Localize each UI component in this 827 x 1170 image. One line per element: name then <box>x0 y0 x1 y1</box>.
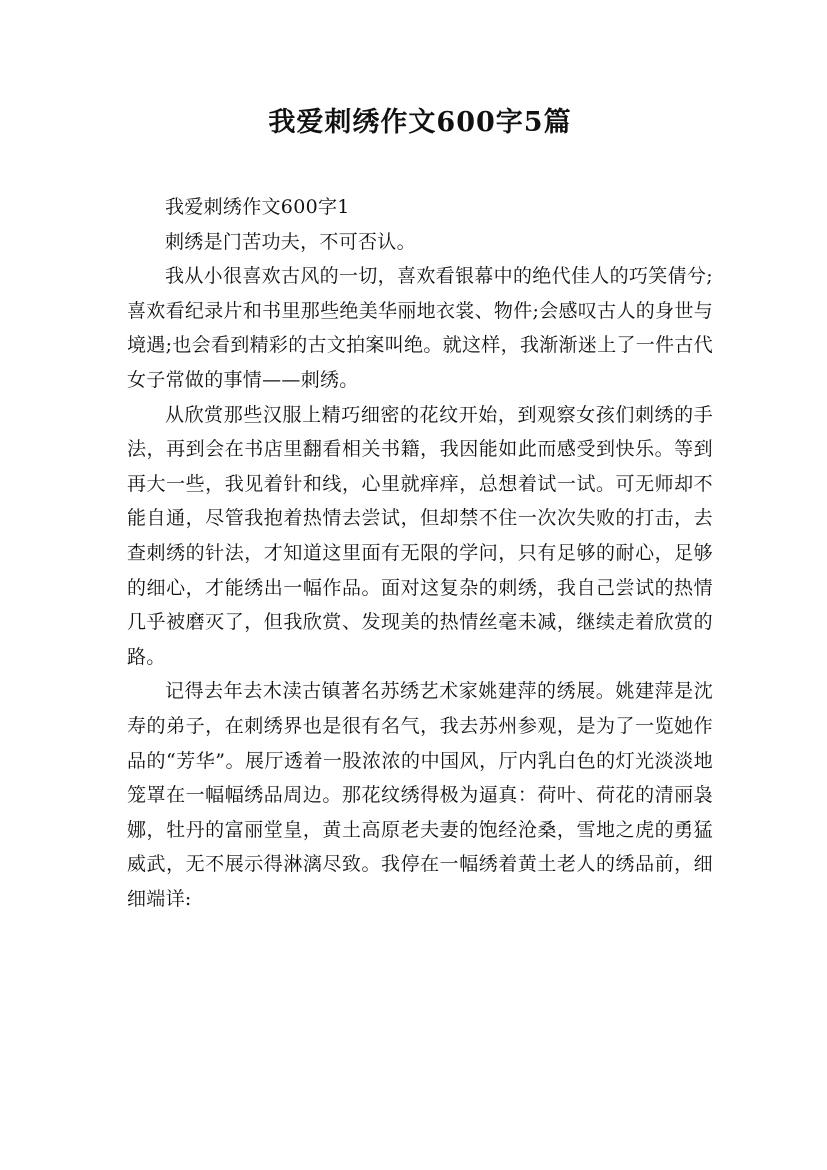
paragraph: 刺绣是门苦功夫，不可否认。 <box>165 230 416 253</box>
paragraph: 从欣赏那些汉服上精巧细密的花纹开始，到观察女孩们刺绣的手法，再到会在书店里翻看相关书籍，我因能如此而感受到快乐。等到再大一些，我见着针和线，心里就痒痒，总想着试一试。可无师却不能自通，尽管我抱着热情去尝试，但却禁不住一次次失败的打击，去查刺绣的针法，才知道这里面有无限的学问，只有足够的耐心，足够的细心，才能绣出一幅作品。面对这复杂的刺绣，我自己尝试的热情几乎被磨灭了，但我欣赏、发现美的热情丝毫未减，继续走着欣赏的路。 <box>127 403 713 668</box>
essay-heading: 我爱刺绣作文600字1 <box>165 196 350 218</box>
paragraph: 记得去年去木渎古镇著名苏绣艺术家姚建萍的绣展。姚建萍是沈寿的弟子，在刺绣界也是很有名气，我去苏州参观，是为了一览她作品的“芳华”。展厅透着一股浓浓的中国风，厅内乳白色的灯光淡淡地笼罩在一幅幅绣品周边。那花纹绣得极为逼真：荷叶、荷花的清丽袅娜，牡丹的富丽堂皇，黄土高原老夫妻的饱经沧桑，雪地之虎的勇猛威武，无不展示得淋漓尽致。我停在一幅绣着黄土老人的绣品前，细细端详: <box>127 680 713 910</box>
document-title: 我爱刺绣作文600字5篇 <box>268 107 572 138</box>
paragraph: 我从小很喜欢古风的一切，喜欢看银幕中的绝代佳人的巧笑倩兮;喜欢看纪录片和书里那些绝美华丽地衣裳、物件;会感叹古人的身世与境遇;也会看到精彩的古文拍案叫绝。就这样，我渐渐迷上了一件古代女子常做的事情——刺绣。 <box>127 265 713 391</box>
document-page <box>127 100 713 916</box>
